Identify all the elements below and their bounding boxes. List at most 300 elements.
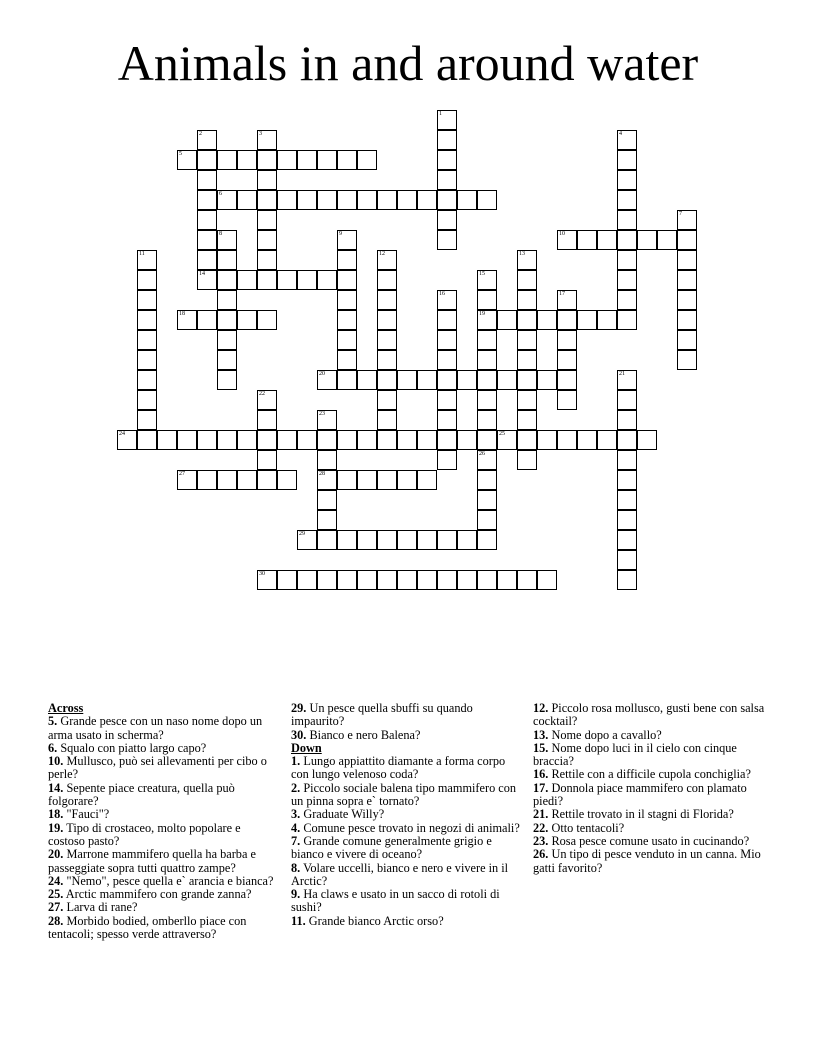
grid-cell[interactable] (377, 370, 397, 390)
clue-text: Un pesce quella sbuffi su quando impaurito? (291, 701, 473, 729)
clue (291, 835, 523, 862)
grid-cell[interactable] (457, 430, 477, 450)
clue-number-label: 8. (291, 860, 301, 875)
clue-number-label: 16. (533, 767, 549, 782)
grid-cell[interactable] (617, 230, 637, 250)
grid-cell[interactable] (437, 370, 457, 390)
grid-cell[interactable] (497, 370, 517, 390)
clue-number: 22 (259, 391, 265, 397)
clue-number-label: 10. (48, 754, 64, 769)
clue-text: Arctic mammifero con grande zanna? (65, 887, 252, 902)
grid-cell[interactable] (477, 290, 497, 310)
grid-cell[interactable] (617, 150, 637, 170)
clue (48, 901, 278, 914)
grid-cell[interactable] (277, 430, 297, 450)
grid-cell[interactable] (217, 310, 237, 330)
clue-text: Grande bianco Arctic orso? (308, 913, 444, 928)
grid-cell[interactable] (137, 390, 157, 410)
grid-cell[interactable] (477, 190, 497, 210)
grid-cell[interactable] (557, 330, 577, 350)
clue-text: "Fauci"? (66, 807, 110, 822)
clue-column-1 (48, 702, 278, 941)
grid-cell[interactable] (477, 490, 497, 510)
grid-cell[interactable] (297, 430, 317, 450)
grid-cell[interactable] (477, 530, 497, 550)
grid-cell[interactable] (397, 430, 417, 450)
clue-number: 27 (179, 471, 185, 477)
grid-cell[interactable] (437, 450, 457, 470)
grid-cell[interactable] (217, 470, 237, 490)
grid-cell[interactable] (637, 430, 657, 450)
grid-cell[interactable] (477, 410, 497, 430)
grid-cell[interactable] (417, 190, 437, 210)
grid-cell[interactable] (257, 250, 277, 270)
grid-cell[interactable] (517, 310, 537, 330)
clue-text: Volare uccelli, bianco e nero e vivere in il Arctic? (291, 860, 509, 888)
grid-cell[interactable] (337, 570, 357, 590)
grid-cell[interactable] (437, 390, 457, 410)
grid-cell[interactable] (137, 430, 157, 450)
grid-cell[interactable] (317, 430, 337, 450)
grid-cell[interactable] (277, 470, 297, 490)
grid-cell[interactable] (457, 370, 477, 390)
clue (48, 915, 278, 942)
grid-cell[interactable] (317, 570, 337, 590)
grid-cell[interactable] (217, 330, 237, 350)
clue-number-label: 17. (533, 780, 549, 795)
down-heading: Down (291, 740, 322, 755)
clue-text: Otto tentacoli? (551, 820, 625, 835)
clue-number: 1 (439, 111, 442, 117)
clue-number: 18 (179, 311, 185, 317)
grid-cell[interactable] (477, 430, 497, 450)
grid-cell[interactable] (237, 190, 257, 210)
clue (291, 702, 523, 729)
clue-number-label: 13. (533, 727, 549, 742)
grid-cell[interactable] (417, 370, 437, 390)
grid-cell[interactable] (437, 350, 457, 370)
grid-cell[interactable] (617, 490, 637, 510)
grid-cell[interactable] (617, 410, 637, 430)
grid-cell[interactable] (617, 290, 637, 310)
grid-cell[interactable] (397, 530, 417, 550)
clue-number-label: 20. (48, 847, 64, 862)
grid-cell[interactable] (437, 170, 457, 190)
clue-number: 30 (259, 571, 265, 577)
grid-cell[interactable] (497, 570, 517, 590)
grid-cell[interactable] (617, 310, 637, 330)
grid-cell[interactable] (537, 370, 557, 390)
clue-text: Mullusco, può sei allevamenti per cibo o perle? (48, 754, 267, 782)
grid-cell[interactable] (357, 570, 377, 590)
grid-cell[interactable] (377, 290, 397, 310)
grid-cell[interactable] (437, 190, 457, 210)
grid-cell[interactable] (517, 430, 537, 450)
clue-number-label: 19. (48, 820, 64, 835)
clue-text: Graduate Willy? (303, 807, 385, 822)
clue-number-label: 26. (533, 847, 549, 862)
grid-cell[interactable] (617, 530, 637, 550)
clue (48, 715, 278, 742)
grid-cell[interactable] (357, 190, 377, 210)
grid-cell[interactable] (437, 310, 457, 330)
clue-number-label: 15. (533, 740, 549, 755)
grid-cell[interactable] (477, 470, 497, 490)
grid-cell[interactable] (617, 270, 637, 290)
grid-cell[interactable] (517, 410, 537, 430)
clue-number: 4 (619, 131, 622, 137)
clue (533, 782, 765, 809)
grid-cell[interactable] (257, 170, 277, 190)
grid-cell[interactable] (197, 430, 217, 450)
clue-number: 19 (479, 311, 485, 317)
grid-cell[interactable] (517, 390, 537, 410)
grid-cell[interactable] (197, 150, 217, 170)
clue-text: Piccolo sociale balena tipo mammifero con un pinna sopra e` tornato? (291, 780, 517, 809)
grid-cell[interactable] (337, 350, 357, 370)
grid-cell[interactable] (597, 310, 617, 330)
grid-cell[interactable] (337, 530, 357, 550)
grid-cell[interactable] (457, 530, 477, 550)
clue (48, 822, 278, 849)
grid-cell[interactable] (137, 290, 157, 310)
clue-number-label: 5. (48, 714, 58, 729)
grid-cell[interactable] (377, 410, 397, 430)
grid-cell[interactable] (237, 150, 257, 170)
grid-cell[interactable] (677, 330, 697, 350)
grid-cell[interactable] (437, 410, 457, 430)
grid-cell[interactable] (257, 270, 277, 290)
grid-cell[interactable] (597, 230, 617, 250)
grid-cell[interactable] (517, 570, 537, 590)
clue-number: 17 (559, 291, 565, 297)
grid-cell[interactable] (517, 370, 537, 390)
grid-cell[interactable] (437, 150, 457, 170)
grid-cell[interactable] (617, 470, 637, 490)
grid-cell[interactable] (237, 310, 257, 330)
grid-cell[interactable] (617, 190, 637, 210)
grid-cell[interactable] (197, 170, 217, 190)
grid-cell[interactable] (217, 430, 237, 450)
clue-number: 10 (559, 231, 565, 237)
grid-cell[interactable] (437, 210, 457, 230)
grid-cell[interactable] (297, 570, 317, 590)
grid-cell[interactable] (497, 310, 517, 330)
grid-cell[interactable] (617, 250, 637, 270)
grid-cell[interactable] (137, 310, 157, 330)
grid-cell[interactable] (357, 150, 377, 170)
grid-cell[interactable] (257, 190, 277, 210)
grid-cell[interactable] (517, 290, 537, 310)
grid-cell[interactable] (257, 210, 277, 230)
grid-cell[interactable] (337, 310, 357, 330)
grid-cell[interactable] (437, 330, 457, 350)
grid-cell[interactable] (377, 190, 397, 210)
grid-cell[interactable] (277, 190, 297, 210)
clue-number-label: 12. (533, 701, 549, 715)
grid-cell[interactable] (617, 570, 637, 590)
clue-number-label: 6. (48, 740, 58, 755)
grid-cell[interactable] (317, 490, 337, 510)
clue-number: 14 (199, 271, 205, 277)
clue-number-label: 9. (291, 887, 301, 902)
clue-text: Grande comune generalmente grigio e bianco e vivere di oceano? (291, 833, 492, 862)
grid-cell[interactable] (257, 230, 277, 250)
grid-cell[interactable] (557, 430, 577, 450)
grid-cell[interactable] (437, 430, 457, 450)
clue-text: Marrone mammifero quella ha barba e passeggiate sopra tutti quattro zampe? (48, 847, 256, 875)
grid-cell[interactable] (277, 570, 297, 590)
grid-cell[interactable] (617, 430, 637, 450)
clue (48, 888, 278, 901)
clue-text: Rettile trovato in il stagni di Florida? (551, 807, 734, 822)
clue-number-label: 11. (291, 913, 306, 928)
clue (291, 862, 523, 889)
grid-cell[interactable] (417, 530, 437, 550)
grid-cell[interactable] (597, 430, 617, 450)
grid-cell[interactable] (217, 250, 237, 270)
clue-text: Bianco e nero Balena? (309, 727, 421, 742)
grid-cell[interactable] (357, 470, 377, 490)
grid-cell[interactable] (617, 550, 637, 570)
grid-cell[interactable] (557, 310, 577, 330)
grid-cell[interactable] (677, 230, 697, 250)
grid-cell[interactable] (377, 430, 397, 450)
grid-cell[interactable] (337, 150, 357, 170)
grid-cell[interactable] (237, 470, 257, 490)
grid-cell[interactable] (477, 330, 497, 350)
grid-cell[interactable] (517, 270, 537, 290)
clue (533, 768, 765, 781)
clue-number-label: 22. (533, 820, 549, 835)
grid-cell[interactable] (477, 390, 497, 410)
clue-number-label: 3. (291, 807, 301, 822)
grid-cell[interactable] (397, 190, 417, 210)
clue (533, 848, 765, 875)
grid-cell[interactable] (317, 190, 337, 210)
grid-cell[interactable] (217, 150, 237, 170)
grid-cell[interactable] (337, 270, 357, 290)
clue (533, 822, 765, 835)
grid-cell[interactable] (457, 570, 477, 590)
grid-cell[interactable] (137, 270, 157, 290)
grid-cell[interactable] (257, 430, 277, 450)
grid-cell[interactable] (257, 470, 277, 490)
grid-cell[interactable] (177, 430, 197, 450)
clue-number-label: 2. (291, 780, 301, 795)
grid-cell[interactable] (477, 510, 497, 530)
grid-cell[interactable] (417, 470, 437, 490)
grid-cell[interactable] (297, 270, 317, 290)
grid-cell[interactable] (197, 250, 217, 270)
grid-cell[interactable] (477, 370, 497, 390)
grid-cell[interactable] (337, 470, 357, 490)
grid-cell[interactable] (437, 570, 457, 590)
grid-cell[interactable] (317, 450, 337, 470)
grid-cell[interactable] (377, 390, 397, 410)
grid-cell[interactable] (157, 430, 177, 450)
grid-cell[interactable] (437, 230, 457, 250)
grid-cell[interactable] (377, 350, 397, 370)
clue (291, 782, 523, 809)
grid-cell[interactable] (317, 270, 337, 290)
clue-number-label: 28. (48, 913, 64, 928)
grid-cell[interactable] (237, 430, 257, 450)
grid-cell[interactable] (337, 190, 357, 210)
grid-cell[interactable] (617, 450, 637, 470)
clue-number: 3 (259, 131, 262, 137)
grid-cell[interactable] (337, 370, 357, 390)
grid-cell[interactable] (197, 310, 217, 330)
grid-cell[interactable] (537, 310, 557, 330)
grid-cell[interactable] (577, 430, 597, 450)
grid-cell[interactable] (617, 510, 637, 530)
grid-cell[interactable] (377, 570, 397, 590)
grid-cell[interactable] (197, 470, 217, 490)
clue-text: Nome dopo luci in il cielo con cinque braccia? (533, 740, 737, 769)
grid-cell[interactable] (637, 230, 657, 250)
clue (48, 782, 278, 809)
grid-cell[interactable] (317, 530, 337, 550)
grid-cell[interactable] (577, 310, 597, 330)
clue (533, 742, 765, 769)
grid-cell[interactable] (437, 530, 457, 550)
grid-cell[interactable] (337, 290, 357, 310)
grid-cell[interactable] (397, 570, 417, 590)
grid-cell[interactable] (377, 530, 397, 550)
grid-cell[interactable] (317, 510, 337, 530)
grid-cell[interactable] (397, 370, 417, 390)
clue-number: 24 (119, 431, 125, 437)
grid-cell[interactable] (217, 350, 237, 370)
grid-cell[interactable] (217, 370, 237, 390)
clue-number-label: 23. (533, 833, 549, 848)
grid-cell[interactable] (197, 230, 217, 250)
grid-cell[interactable] (217, 270, 237, 290)
grid-cell[interactable] (517, 330, 537, 350)
clue-text: Rettile con a difficile cupola conchiglia? (551, 767, 751, 782)
clue-number: 5 (179, 151, 182, 157)
grid-cell[interactable] (557, 370, 577, 390)
grid-cell[interactable] (277, 270, 297, 290)
grid-cell[interactable] (517, 450, 537, 470)
clue (291, 888, 523, 915)
grid-cell[interactable] (377, 470, 397, 490)
grid-cell[interactable] (317, 150, 337, 170)
grid-cell[interactable] (417, 570, 437, 590)
grid-cell[interactable] (257, 410, 277, 430)
clue (291, 808, 523, 821)
grid-cell[interactable] (477, 570, 497, 590)
grid-cell[interactable] (357, 430, 377, 450)
clue-text: Larva di rane? (66, 900, 138, 915)
grid-cell[interactable] (377, 310, 397, 330)
grid-cell[interactable] (257, 150, 277, 170)
grid-cell[interactable] (137, 350, 157, 370)
clue-text: Tipo di crostaceo, molto popolare e costoso pasto? (48, 820, 241, 848)
grid-cell[interactable] (437, 130, 457, 150)
grid-cell[interactable] (137, 370, 157, 390)
grid-cell[interactable] (417, 430, 437, 450)
clue-number: 23 (319, 411, 325, 417)
grid-cell[interactable] (677, 270, 697, 290)
grid-cell[interactable] (337, 430, 357, 450)
grid-cell[interactable] (477, 350, 497, 370)
clue-text: Sepente piace creatura, quella può folgorare? (48, 780, 235, 809)
grid-cell[interactable] (337, 330, 357, 350)
grid-cell[interactable] (197, 210, 217, 230)
clue-number-label: 25. (48, 887, 64, 902)
grid-cell[interactable] (337, 250, 357, 270)
clue-number: 2 (199, 131, 202, 137)
clue (533, 835, 765, 848)
grid-cell[interactable] (537, 570, 557, 590)
grid-cell[interactable] (537, 430, 557, 450)
grid-cell[interactable] (617, 210, 637, 230)
clue-number: 26 (479, 451, 485, 457)
clue-number: 11 (139, 251, 145, 257)
grid-cell[interactable] (137, 410, 157, 430)
grid-cell[interactable] (377, 330, 397, 350)
grid-cell[interactable] (397, 470, 417, 490)
grid-cell[interactable] (677, 310, 697, 330)
grid-cell[interactable] (557, 390, 577, 410)
clue (48, 755, 278, 782)
grid-cell[interactable] (357, 370, 377, 390)
clue (48, 848, 278, 875)
clue-text: Piccolo rosa mollusco, gusti bene con salsa cocktail? (533, 701, 765, 729)
grid-cell[interactable] (357, 530, 377, 550)
clue-number: 15 (479, 271, 485, 277)
grid-cell[interactable] (297, 150, 317, 170)
grid-cell[interactable] (137, 330, 157, 350)
clue (291, 822, 523, 835)
grid-cell[interactable] (557, 350, 577, 370)
clue-number: 6 (219, 191, 222, 197)
clue-column-3 (533, 702, 765, 875)
clue (48, 808, 278, 821)
clue-number-label: 29. (291, 701, 307, 715)
clue-text: Grande pesce con un naso nome dopo un arma usato in scherma? (48, 714, 263, 742)
grid-cell[interactable] (237, 270, 257, 290)
grid-cell[interactable] (517, 350, 537, 370)
clue-number: 9 (339, 231, 342, 237)
grid-cell[interactable] (197, 190, 217, 210)
clue-text: Rosa pesce comune usato in cucinando? (551, 833, 750, 848)
clue (533, 702, 765, 729)
grid-cell[interactable] (677, 250, 697, 270)
grid-cell[interactable] (577, 230, 597, 250)
grid-cell[interactable] (257, 450, 277, 470)
grid-cell[interactable] (297, 190, 317, 210)
grid-cell[interactable] (677, 290, 697, 310)
grid-cell[interactable] (657, 230, 677, 250)
grid-cell[interactable] (617, 390, 637, 410)
grid-cell[interactable] (277, 150, 297, 170)
grid-cell[interactable] (377, 270, 397, 290)
clue-text: Donnola piace mammifero con plamato piedi? (533, 780, 747, 809)
grid-cell[interactable] (677, 350, 697, 370)
clue (291, 915, 523, 928)
grid-cell[interactable] (217, 290, 237, 310)
clue-number-label: 4. (291, 820, 301, 835)
grid-cell[interactable] (457, 190, 477, 210)
clue-number: 29 (299, 531, 305, 537)
grid-cell[interactable] (617, 170, 637, 190)
clue-number-label: 27. (48, 900, 64, 915)
clue-text: Comune pesce trovato in negozi di animali? (303, 820, 520, 835)
grid-cell[interactable] (257, 310, 277, 330)
